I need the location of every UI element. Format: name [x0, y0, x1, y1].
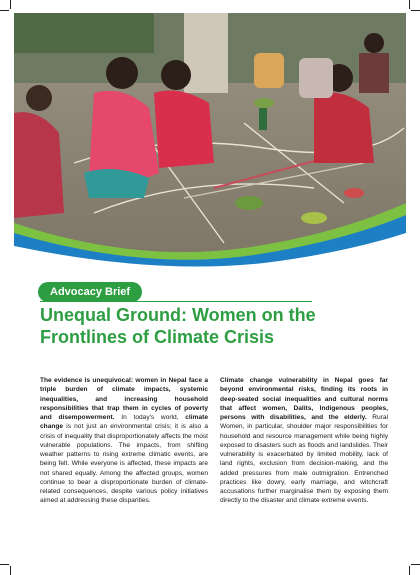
leaf-marker: [254, 98, 274, 108]
bottle: [259, 108, 267, 130]
hero-photo: [14, 13, 406, 268]
right-lead-text: Climate change vulnerability in Nepal goes far beyond environmental risks, finding its roots in deep-seated social inequalities and cultural norms that affect women, Dalits, Indigenous peoples, persons with disabilities, and the elderly.: [220, 377, 388, 421]
climate-change-emphasis: climate change: [40, 414, 208, 431]
crop-mark: [411, 564, 420, 565]
crop-mark: [10, 566, 11, 575]
crop-mark: [10, 0, 11, 9]
advocacy-brief-badge: Advocacy Brief: [38, 282, 142, 302]
right-body-text: Rural Women, in particular, shoulder major responsibilities for household and resource management while being highly exposed to disasters such as floods and landslides. Their vulnerability is exacerbated by limited mobility, lack of land rights, exclusion from decision-making, and the added pressures from male outmigration. Entrenched practices like dowry, early marriage, and witchcraft accusations further marginalise them by exposing them directly to the disaster and climate extreme events.: [220, 414, 389, 505]
page-title: Unequal Ground: Women on the Frontlines of Climate Crisis: [40, 305, 316, 347]
leaf-marker: [301, 212, 327, 224]
left-body-text-continued: is not just an environmental crisis; it is also a crisis of inequality that disproportionately affects the most vulnerable populations. The impacts, from shifting weather patterns to rising extreme climatic events, are being felt. While everyone is affected, these impacts are not shared equally. Among the affected groups, women continue to bear a disproportionate burden of climate-related consequences, despite various policy initiatives aimed at addressing these disparities.: [40, 423, 208, 505]
left-lead-text: The evidence is unequivocal: women in Nepal face a triple burden of climate impacts, systemic inequalities, and increasing household responsibilities that trap them in cycles of poverty and disempowerment.: [40, 377, 208, 421]
background-trees: [14, 13, 154, 53]
leaf-marker: [235, 196, 263, 210]
badge-underline: [40, 301, 312, 302]
pillar: [184, 13, 228, 93]
left-column: [40, 376, 208, 506]
community-mapping-photo: [14, 13, 406, 268]
left-body-text: In today's world,: [121, 414, 186, 421]
crop-mark: [409, 566, 410, 575]
leaf-marker: [344, 188, 364, 198]
crop-mark: [411, 10, 420, 11]
right-column: [220, 376, 388, 506]
crop-mark: [0, 10, 9, 11]
crop-mark: [0, 564, 9, 565]
crop-mark: [409, 0, 410, 9]
